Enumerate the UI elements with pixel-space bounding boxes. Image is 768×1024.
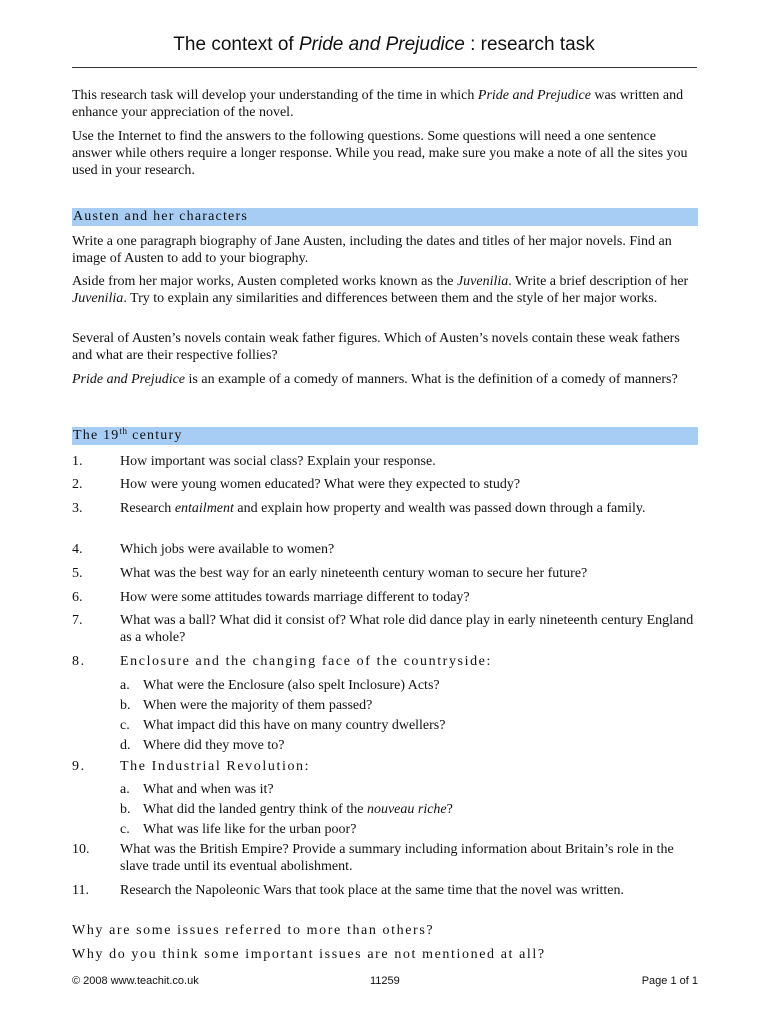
footer-copyright: © 2008 www.teachit.co.uk [72, 975, 199, 987]
question-number: 4. [72, 542, 83, 557]
subquestion: c. What was life like for the urban poor? [120, 822, 357, 837]
question-number: 5. [72, 566, 83, 581]
task-juvenilia: Aside from her major works, Austen completed works known as the Juvenilia. Write a brief description of her Juvenilia. Try to explain any similarities and differences between them and the style of her major works. [72, 274, 689, 306]
subquestion: a. What and when was it? [120, 782, 274, 797]
question-jobs: Which jobs were available to women? [120, 542, 335, 557]
question-number: 6. [72, 590, 83, 605]
question-enclosure: Enclosure and the changing face of the countryside: [120, 654, 492, 669]
question-education: How were young women educated? What were they expected to study? [120, 477, 521, 492]
intro-paragraph-2: Use the Internet to find the answers to the following questions. Some questions will need a one sentence answer while others require a longer response. While you read, make sure you make a note of all the sites you used in your research. [72, 129, 688, 178]
question-industrial-revolution: The Industrial Revolution: [120, 759, 311, 774]
page-title: The context of Pride and Prejudice : research task [173, 34, 595, 55]
task-comedy-of-manners: Pride and Prejudice is an example of a comedy of manners. What is the definition of a comedy of manners? [72, 372, 678, 387]
section-heading-19th-century: The 19th century [72, 427, 698, 445]
question-number: 2. [72, 477, 83, 492]
question-napoleonic-wars: Research the Napoleonic Wars that took place at the same time that the novel was written. [120, 883, 624, 898]
question-number: 11. [72, 883, 89, 898]
closing-question-1: Why are some issues referred to more than others? [72, 923, 435, 938]
question-number: 3. [72, 501, 83, 516]
subquestion: c. What impact did this have on many country dwellers? [120, 718, 446, 733]
question-number: 7. [72, 613, 83, 628]
question-british-empire: What was the British Empire? Provide a summary including information about Britain’s role in the slave trade until its eventual abolishment. [120, 842, 674, 874]
subquestion: d. Where did they move to? [120, 738, 285, 753]
question-number: 10. [72, 842, 90, 857]
task-father-figures: Several of Austen’s novels contain weak father figures. Which of Austen’s novels contain these weak fathers and what are their respective follies? [72, 331, 680, 363]
task-biography: Write a one paragraph biography of Jane Austen, including the dates and titles of her major novels. Find an image of Austen to add to your biography. [72, 234, 672, 266]
footer-document-code: 11259 [370, 975, 400, 987]
title-divider [72, 67, 697, 68]
footer-page-number: Page 1 of 1 [641, 975, 698, 987]
question-social-class: How important was social class? Explain your response. [120, 454, 436, 469]
question-secure-future: What was the best way for an early nineteenth century woman to secure her future? [120, 566, 588, 581]
section-heading-austen: Austen and her characters [72, 208, 698, 226]
question-ball: What was a ball? What did it consist of? What role did dance play in early nineteenth century England as a whole? [120, 613, 694, 645]
question-number: 8. [72, 654, 86, 669]
question-marriage: How were some attitudes towards marriage different to today? [120, 590, 470, 605]
subquestion: b. What did the landed gentry think of the nouveau riche? [120, 802, 453, 817]
question-number: 9. [72, 759, 86, 774]
question-entailment: Research entailment and explain how property and wealth was passed down through a family. [120, 501, 646, 516]
closing-question-2: Why do you think some important issues are not mentioned at all? [72, 947, 546, 962]
intro-paragraph-1: This research task will develop your understanding of the time in which Pride and Prejudice was written and enhance your appreciation of the novel. [72, 88, 684, 120]
subquestion: a. What were the Enclosure (also spelt Inclosure) Acts? [120, 678, 440, 693]
question-number: 1. [72, 454, 83, 469]
subquestion: b. When were the majority of them passed? [120, 698, 373, 713]
